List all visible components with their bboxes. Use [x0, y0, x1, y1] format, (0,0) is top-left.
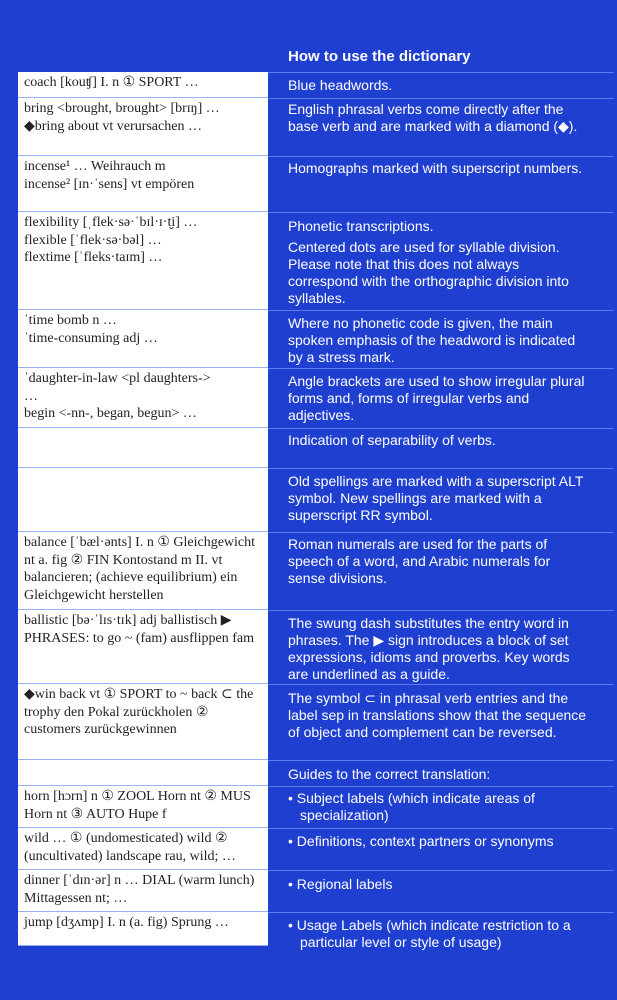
- entry-blank: [18, 428, 268, 468]
- divider: [268, 368, 614, 369]
- divider: [268, 760, 614, 761]
- divider: [268, 468, 614, 469]
- divider: [268, 98, 614, 99]
- entry-line: ˈtime-consuming adj …: [24, 330, 158, 346]
- explanation-separability: Indication of separability of verbs.: [288, 432, 496, 448]
- explanation-regional-labels: • Regional labels: [288, 876, 393, 892]
- entry-line: ˈtime bomb n …: [24, 313, 117, 328]
- explanation-stress: Where no phonetic code is given, the main spoken emphasis of the headword is indicated by a stress mark.: [288, 315, 576, 365]
- divider: [268, 610, 614, 611]
- explanation-phonetics: Phonetic transcriptions.: [288, 218, 434, 234]
- explanation-numerals: Roman numerals are used for the parts of speech of a word, and Arabic numerals for sense divisions.: [288, 536, 551, 586]
- entry-ballistic: ballistic [bə·ˈlɪs·tɪk] adj ballistisch ▶ PHRASES: to go ~ (fam) ausflippen fam: [18, 610, 268, 684]
- entry-incense: [18, 156, 268, 212]
- entry-line: ˈdaughter-in-law <pl daughters->: [24, 371, 211, 386]
- divider: [268, 684, 614, 685]
- explanation-phrasal-verbs: English phrasal verbs come directly after the base verb and are marked with a diamond (◆).: [288, 101, 578, 134]
- entry-daughter-in-law: [18, 368, 268, 428]
- divider: [268, 532, 614, 533]
- divider: [268, 828, 614, 829]
- explanation-syllables: Centered dots are used for syllable division. Please note that this does not always correspond with the orthographic division into syllables.: [288, 239, 569, 306]
- page-title: How to use the dictionary: [288, 48, 471, 65]
- entry-wild: wild … ① (undomesticated) wild ② (uncultivated) landscape rau, wild; …: [18, 828, 268, 870]
- entry-time-bomb: [18, 310, 268, 368]
- explanation-spellings: Old spellings are marked with a superscript ALT symbol. New spellings are marked with a superscript RR symbol.: [288, 473, 584, 523]
- entry-line: …: [24, 388, 38, 404]
- explanation-homographs: Homographs marked with superscript numbers.: [288, 160, 583, 176]
- entry-line: flexibility [ˌflek·sə·ˈbɪl·ɪ·t̬i] …: [24, 215, 198, 230]
- entry-jump: jump [dʒʌmp] I. n (a. fig) Sprung …: [18, 912, 268, 946]
- explanation-guides: Guides to the correct translation:: [288, 766, 491, 782]
- explanation-reversal: The symbol ⊂ in phrasal verb entries and the label sep in translations show that the sequence of object and complement can be reversed.: [288, 690, 587, 740]
- entry-dinner: dinner [ˈdɪn·ər] n … DIAL (warm lunch) Mittagessen nt; …: [18, 870, 268, 912]
- entry-bring: [18, 98, 268, 156]
- entry-line: begin <-nn-, began, begun> …: [24, 406, 197, 421]
- divider: [268, 310, 614, 311]
- entry-win-back: ◆win back vt ① SPORT to ~ back ⊂ the trophy den Pokal zurückholen ② customers zurückgewinnen: [18, 684, 268, 760]
- divider: [268, 72, 614, 73]
- divider: [268, 212, 614, 213]
- divider: [268, 786, 614, 787]
- explanation-headwords: Blue headwords.: [288, 77, 393, 93]
- divider: [268, 156, 614, 157]
- entry-line: flextime [ˈfleks·taɪm] …: [24, 250, 163, 265]
- entry-horn: horn [hɔrn] n ① ZOOL Horn nt ② MUS Horn nt ③ AUTO Hupe f: [18, 786, 268, 828]
- divider: [268, 912, 614, 913]
- entry-line: flexible [ˈflek·sə·bəl] …: [24, 232, 162, 248]
- divider: [268, 870, 614, 871]
- explanation-definitions: • Definitions, context partners or synonyms: [288, 833, 554, 849]
- entry-line: incense¹ … Weihrauch m: [24, 159, 166, 174]
- entry-blank: [18, 760, 268, 786]
- entry-line: bring <brought, brought> [brɪŋ] …: [24, 101, 220, 116]
- explanation-usage-labels: • Usage Labels (which indicate restriction to a particular level or style of usage): [288, 917, 571, 950]
- entry-balance: balance [ˈbæl·ənts] I. n ① Gleichgewicht nt a. fig ② FIN Kontostand m II. vt balancieren; (achieve equilibrium) ein Gleichgewicht herstellen: [18, 532, 268, 610]
- entry-blank: [18, 468, 268, 532]
- entry-coach: coach [kouʧ] I. n ① SPORT …: [18, 72, 268, 98]
- entry-line: ◆bring about vt verursachen …: [24, 118, 202, 134]
- explanation-subject-labels: • Subject labels (which indicate areas of specialization): [288, 790, 535, 823]
- entry-line: incense² [ɪn·ˈsens] vt empören: [24, 176, 195, 192]
- divider: [268, 428, 614, 429]
- explanation-angle-brackets: Angle brackets are used to show irregular plural forms and, forms of irregular verbs and adjectives.: [288, 373, 585, 423]
- explanation-swung-dash: The swung dash substitutes the entry word in phrases. The ▶ sign introduces a block of set expressions, idioms and proverbs. Key words are underlined as a guide.: [288, 615, 570, 682]
- entry-flexibility: [18, 212, 268, 310]
